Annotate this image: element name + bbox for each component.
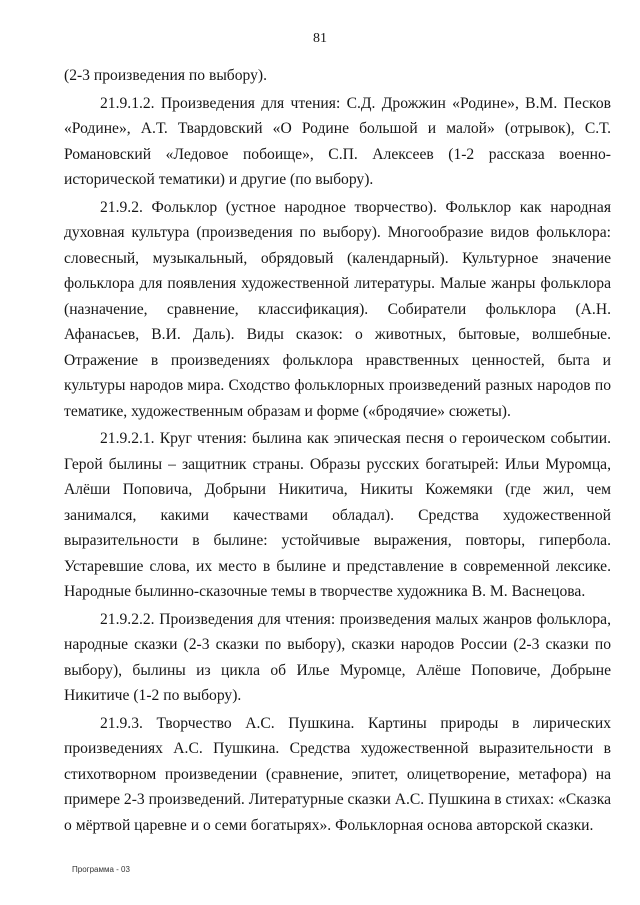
paragraph-21-9-2: 21.9.2. Фольклор (устное народное творчество). Фольклор как народная духовная культура (произведения по выбору). Многообразие видов фольклора: словесный, музыкальный, обрядовый (календарный). Культурное значение фольклора для появления художественной литературы. Малые жанры фольклора (назначение, сравнение, классификация). Собиратели фольклора (А.Н. Афанасьев, В.И. Даль). Виды сказок: о животных, бытовые, волшебные. Отражение в произведениях фольклора нравственных ценностей, быта и культуры народов мира. Сходство фольклорных произведений разных народов по тематике, художественным образам и форме («бродячие» сюжеты). (64, 198, 611, 420)
paragraph-21-9-2-2: 21.9.2.2. Произведения для чтения: произведения малых жанров фольклора, народные сказки (2-3 сказки по выбору), сказки народов России (2-3 сказки по выбору), былины из цикла об Илье Муромце, Алёше Поповиче, Добрыне Никитиче (1-2 по выбору). (64, 610, 611, 704)
paragraph-21-9-1-2: 21.9.1.2. Произведения для чтения: С.Д. Дрожжин «Родине», В.М. Песков «Родине», А.Т. Твардовский «О Родине большой и малой» (отрывок), С.Т. Романовский «Ледовое побоище», С.П. Алексеев (1-2 рассказа военно-исторической тематики) и другие (по выбору). (64, 94, 611, 188)
paragraph-21-9-2-1: 21.9.2.1. Круг чтения: былина как эпическая песня о героическом событии. Герой былины – защитник страны. Образы русских богатырей: Ильи Муромца, Алёши Поповича, Добрыни Никитича, Никиты Кожемяки (где жил, чем занимался, какими качествами обладал). Средства художественной выразительности в былине: устойчивые выражения, повторы, гипербола. Устаревшие слова, их место в былине и представление в современной лексике. Народные былинно-сказочные темы в творчестве художника В. М. Васнецова. (64, 430, 611, 600)
body-text (64, 63, 611, 840)
page-number: 81 (313, 31, 327, 46)
paragraph-21-9-3: 21.9.3. Творчество А.С. Пушкина. Картины природы в лирических произведениях А.С. Пушкина. Средства художественной выразительности в стихотворном произведении (сравнение, эпитет, олицетворение, метафора) на примере 2-3 произведений. Литературные сказки А.С. Пушкина в стихах: «Сказка о мёртвой царевне и о семи богатырях». Фольклорная основа авторской сказки. (64, 714, 611, 834)
paragraph-continuation: (2-3 произведения по выбору). (64, 67, 268, 84)
footer-label: Программа - 03 (72, 865, 130, 874)
